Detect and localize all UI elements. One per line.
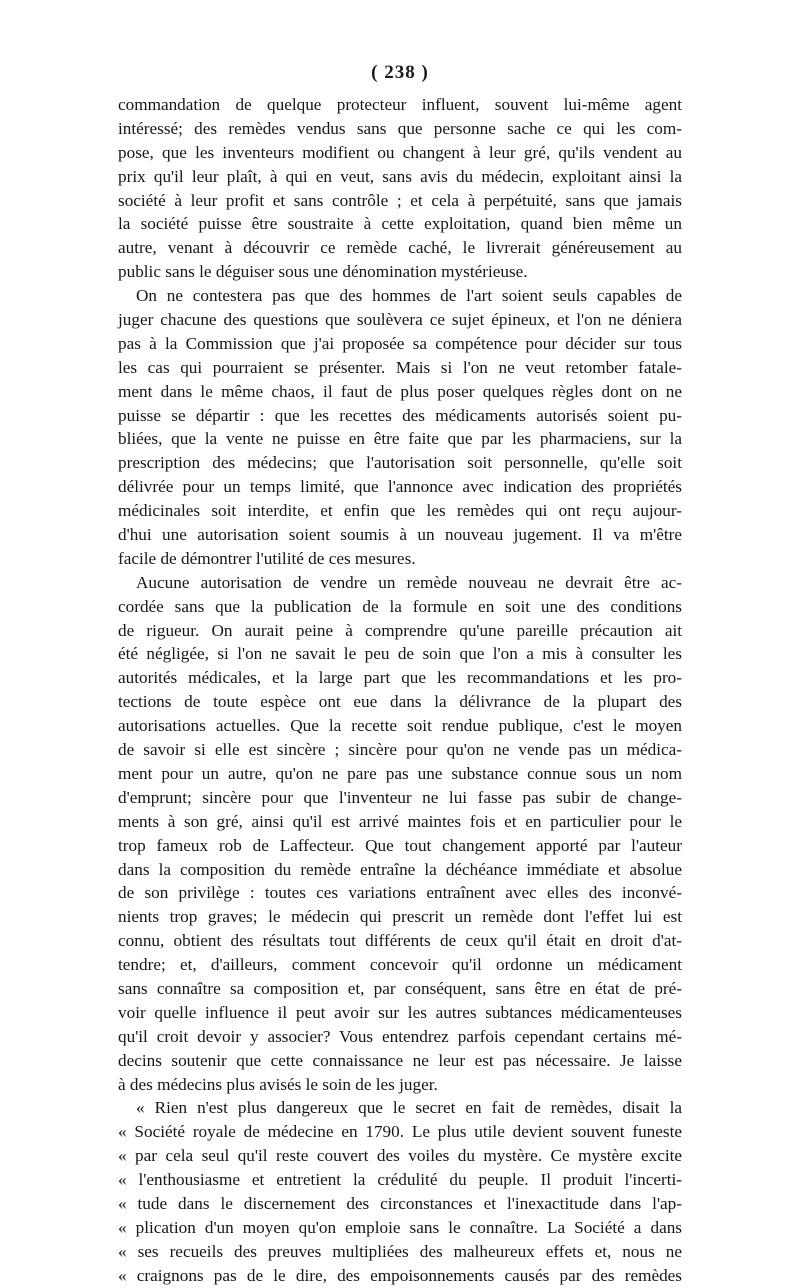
text-line: juger chacune des questions que soulèvera ce sujet épineux, et l'on ne déniera [118,310,682,330]
text-line: bliées, que la vente ne puisse en être faite que par les pharmaciens, sur la [118,429,682,449]
text-line: pas à la Commission que j'ai proposée sa compétence pour décider sur tous [118,333,682,353]
text-line: decins soutenir que cette connaissance ne leur est pas nécessaire. Je laisse [118,1050,682,1070]
text-line: « par cela seul qu'il reste couvert des voiles du mystère. Ce mystère excite [118,1146,682,1166]
text-line: autorités médicales, et la large part que les recommandations et les pro- [118,668,682,688]
text-line: prix qu'il leur plaît, à qui en veut, sans avis du médecin, exploitant ainsi la [118,166,682,186]
text-line: de rigueur. On aurait peine à comprendre qu'une pareille précaution ait [118,620,682,640]
text-line: prescription des médecins; que l'autorisation soit personnelle, qu'elle soit [118,453,682,473]
text-line: qu'il croit devoir y associer? Vous entendrez parfois cependant certains mé- [118,1026,682,1046]
text-line: « plication d'un moyen qu'on emploie sans le connaître. La Société a dans [118,1217,682,1237]
text-line: d'hui une autorisation soient soumis à un nouveau jugement. Il va m'être [118,525,682,545]
text-line: voir quelle influence il peut avoir sur les autres subtances médicamenteuses [118,1002,682,1022]
text-line: autre, venant à découvrir ce remède caché, le livrerait généreusement au [118,238,682,258]
text-line: On ne contestera pas que des hommes de l'art soient seuls capables de [136,286,682,306]
text-line: trop fameux rob de Laffecteur. Que tout changement apporté par l'auteur [118,835,682,855]
text-line: commandation de quelque protecteur influent, souvent lui-même agent [118,95,682,114]
text-line: autorisations actuelles. Que la recette soit rendue publique, c'est le moyen [118,716,682,736]
text-line: « Rien n'est plus dangereux que le secret en fait de remèdes, disait la [136,1098,682,1118]
text-line: connu, obtient des résultats tout différents de ceux qu'il était en droit d'at- [118,931,682,951]
text-line: dans la composition du remède entraîne la déchéance immédiate et absolue [118,859,682,879]
text-line: puisse se départir : que les recettes des médicaments autorisés soient pu- [118,405,682,425]
text-line: « tude dans le discernement des circonstances et l'inexactitude dans l'ap- [118,1193,682,1213]
text-line: de savoir si elle est sincère ; sincère pour qu'on ne vende pas un médica- [118,740,682,760]
text-line: « Société royale de médecine en 1790. Le plus utile devient souvent funeste [118,1122,682,1142]
text-line: cordée sans que la publication de la formule en soit une des conditions [118,596,682,616]
text-line: été négligée, si l'on ne savait le peu de soin que l'on a mis à consulter les [118,644,682,664]
text-line: Aucune autorisation de vendre un remède nouveau ne devrait être ac- [136,572,682,592]
text-line: « l'enthousiasme et entretient la crédulité du peuple. Il produit l'incerti- [118,1170,682,1190]
text-line: tections de toute espèce ont eue dans la délivrance de la plupart des [118,692,682,712]
text-line: société à leur profit et sans contrôle ; et cela à perpétuité, sans que jamais [118,190,682,210]
text-line: de son privilège : toutes ces variations entraînent avec elles des inconvé- [118,883,682,903]
body-text [118,93,682,1288]
text-line: ment dans le même chaos, il faut de plus poser quelques règles dont on ne [118,381,682,401]
text-line: d'emprunt; sincère pour que l'inventeur ne lui fasse pas subir de change- [118,787,682,807]
text-line: médicinales soit interdite, et enfin que les remèdes qui ont reçu aujour- [118,501,682,521]
text-line: les cas qui pourraient se présenter. Mais si l'on ne veut retomber fatale- [118,357,682,377]
text-line: tendre; et, d'ailleurs, comment concevoir qu'il ordonne un médicament [118,955,682,975]
text-line: nients trop graves; le médecin qui prescrit un remède dont l'effet lui est [118,907,682,927]
text-line: pose, que les inventeurs modifient ou changent à leur gré, qu'ils vendent au [118,142,682,162]
text-line: la société puisse être soustraite à cette exploitation, quand bien même un [118,214,682,234]
text-line: « ses recueils des preuves multipliées des malheureux effets et, nous ne [118,1241,682,1261]
text-line: à des médecins plus avisés le soin de les juger. [118,1074,438,1094]
text-line: facile de démontrer l'utilité de ces mesures. [118,548,416,568]
page-number: ( 238 ) [371,62,429,83]
text-line: délivrée pour un temps limité, que l'annonce avec indication des propriétés [118,477,682,497]
text-line: ment pour un autre, qu'on ne pare pas une substance connue sous un nom [118,763,682,783]
text-line: public sans le déguiser sous une dénomination mystérieuse. [118,262,528,282]
text-line: ments à son gré, ainsi qu'il est arrivé maintes fois et en particulier pour le [118,811,682,831]
text-line: sans connaître sa composition et, par conséquent, sans être en état de pré- [118,978,682,998]
text-line: intéressé; des remèdes vendus sans que personne sache ce qui les com- [118,118,682,138]
text-line: « craignons pas de le dire, des empoisonnements causés par des remèdes [118,1265,682,1285]
